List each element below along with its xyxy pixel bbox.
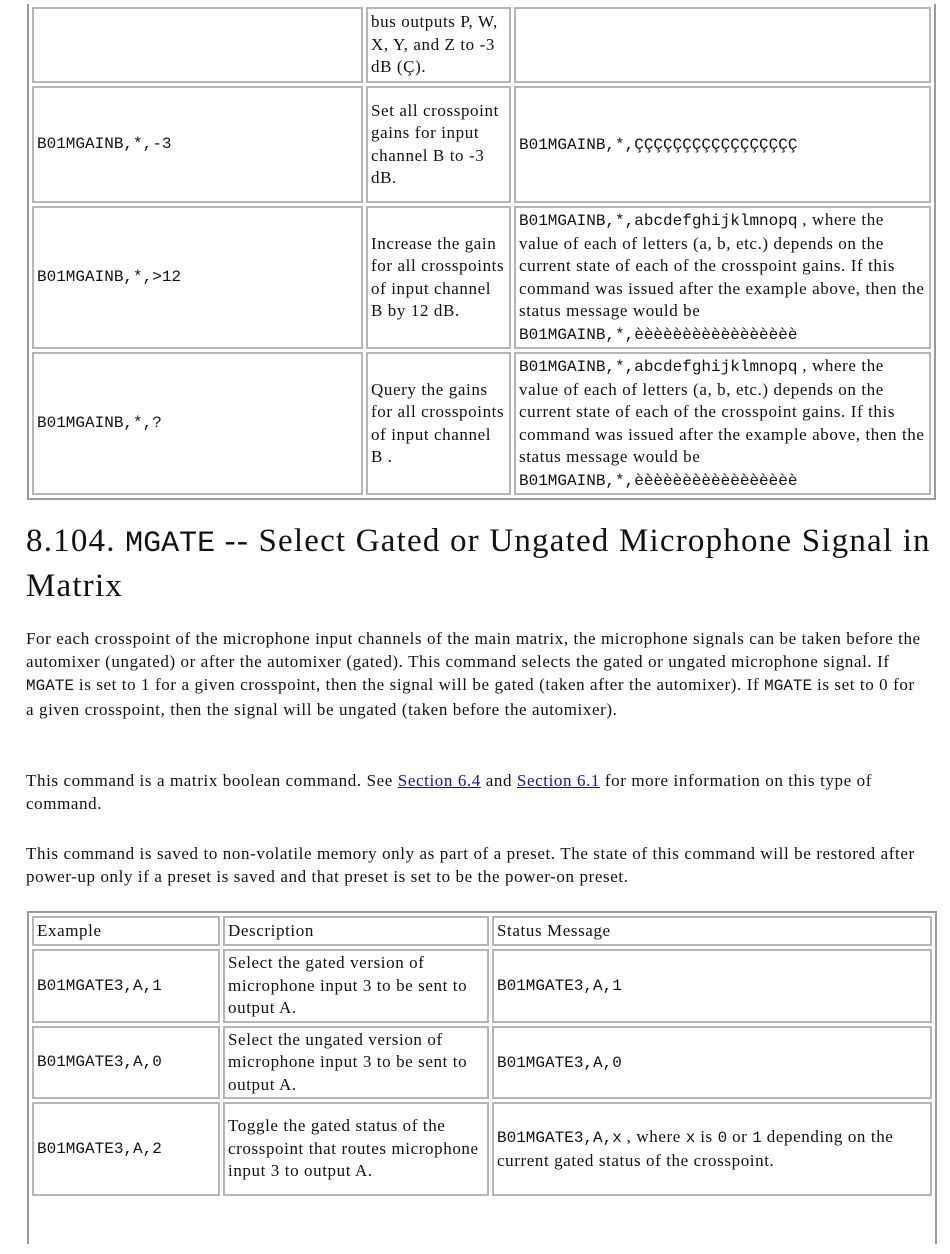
description-cell: Set all crosspoint gains for input channel B to -3 dB.: [366, 86, 511, 203]
status-code: B01MGAINB,*,èèèèèèèèèèèèèèèèè: [519, 325, 798, 344]
example-cell: B01MGAINB,*,?: [32, 352, 363, 495]
section-command: MGATE: [125, 527, 216, 561]
description-cell: bus outputs P, W, X, Y, and Z to -3 dB (Ç).: [366, 7, 511, 83]
table-row: [32, 1026, 932, 1100]
example-cell: B01MGAINB,*,-3: [32, 86, 363, 203]
status-text: , where the value of each of letters (a, b, etc.) depends on the current state of each of the crosspoint gains. If this command was issued after the example above, then the status message would be: [519, 356, 925, 466]
table-row: [32, 206, 931, 349]
column-header-status: Status Message: [492, 916, 932, 946]
status-cell: [492, 1102, 932, 1196]
status-code: B01MGATE3,A,x: [497, 1129, 622, 1147]
description-cell: Select the gated version of microphone input 3 to be sent to output A.: [223, 949, 489, 1023]
description-cell: Query the gains for all crosspoints of input channel B .: [366, 352, 511, 495]
gain-examples-table: [27, 4, 936, 500]
status-cell: [492, 949, 932, 1023]
status-text: or: [727, 1127, 753, 1146]
section-number: 8.104.: [26, 523, 116, 559]
example-cell: B01MGATE3,A,0: [32, 1026, 220, 1100]
table-continuation: [32, 1199, 932, 1241]
description-cell: Increase the gain for all crosspoints of input channel B by 12 dB.: [366, 206, 511, 349]
boolean-command-paragraph: [26, 769, 926, 815]
column-header-description: Description: [223, 916, 489, 946]
description-cell: Toggle the gated status of the crosspoint that routes microphone input 3 to output A.: [223, 1102, 489, 1196]
status-code: B01MGAINB,*,èèèèèèèèèèèèèèèèè: [519, 471, 798, 490]
status-cell: [514, 352, 931, 495]
table-row: [32, 86, 931, 203]
status-code: B01MGATE3,A,1: [497, 977, 622, 995]
status-text: is: [695, 1127, 718, 1146]
status-cell: [514, 206, 931, 349]
status-text: depending on the current gated status of the crosspoint.: [497, 1127, 894, 1170]
section-6-4-link[interactable]: Section 6.4: [397, 771, 481, 790]
status-cell: [492, 1026, 932, 1100]
table-header-row: [32, 916, 932, 946]
description-cell: Select the ungated version of microphone input 3 to be sent to output A.: [223, 1026, 489, 1100]
mgate-examples-table: [27, 911, 937, 1244]
status-code: 1: [752, 1129, 762, 1147]
example-cell: B01MGATE3,A,2: [32, 1102, 220, 1196]
inline-code: MGATE: [26, 677, 75, 695]
paragraph-text: is set to 0 for a given crosspoint, then the signal will be ungated (taken before the automixer).: [26, 675, 915, 719]
preset-paragraph: This command is saved to non-volatile memory only as part of a preset. The state of this command will be restored after power-up only if a preset is saved and that preset is set to be the power-on preset.: [26, 844, 915, 886]
section-title: -- Select Gated or Ungated Microphone Signal in Matrix: [26, 523, 931, 604]
description-paragraph: [26, 627, 926, 721]
paragraph-text: is set to 1 for a given crosspoint, then the signal will be gated (taken after the automixer). If: [74, 675, 765, 694]
status-cell: [514, 86, 931, 203]
example-cell: B01MGATE3,A,1: [32, 949, 220, 1023]
status-code: B01MGATE3,A,0: [497, 1053, 622, 1072]
paragraph-text: and: [480, 771, 517, 790]
table-row: [32, 949, 932, 1023]
status-text: , where: [621, 1127, 686, 1146]
example-cell: B01MGAINB,*,>12: [32, 206, 363, 349]
status-text: , where the value of each of letters (a, b, etc.) depends on the current state of each of the crosspoint gains. If this command was issued after the example above, then the status message would be: [519, 210, 925, 320]
inline-code: MGATE: [764, 677, 813, 695]
empty-cell: [32, 1199, 932, 1241]
table-row: [32, 1102, 932, 1196]
column-header-example: Example: [32, 916, 220, 946]
status-code: B01MGAINB,*,abcdefghijklmnopq: [519, 212, 798, 230]
paragraph-text: For each crosspoint of the microphone input channels of the main matrix, the microphone signals can be taken before the automixer (ungated) or after the automixer (gated). This command selects the gated or ungated microphone signal. If: [26, 629, 921, 671]
section-6-1-link[interactable]: Section 6.1: [516, 771, 601, 790]
paragraph-text: This command is a matrix boolean command. See: [26, 771, 398, 790]
status-cell: [514, 7, 931, 83]
example-cell: [32, 7, 363, 83]
paragraph-text: for more information on this type of command.: [26, 771, 872, 813]
status-code: 0: [717, 1129, 728, 1147]
status-code: B01MGAINB,*,ÇÇÇÇÇÇÇÇÇÇÇÇÇÇÇÇÇ: [519, 135, 798, 154]
table-row: [32, 7, 931, 83]
status-code: x: [685, 1129, 696, 1147]
status-code: B01MGAINB,*,abcdefghijklmnopq: [519, 358, 798, 376]
table-row: [32, 352, 931, 495]
section-heading: [26, 520, 936, 607]
